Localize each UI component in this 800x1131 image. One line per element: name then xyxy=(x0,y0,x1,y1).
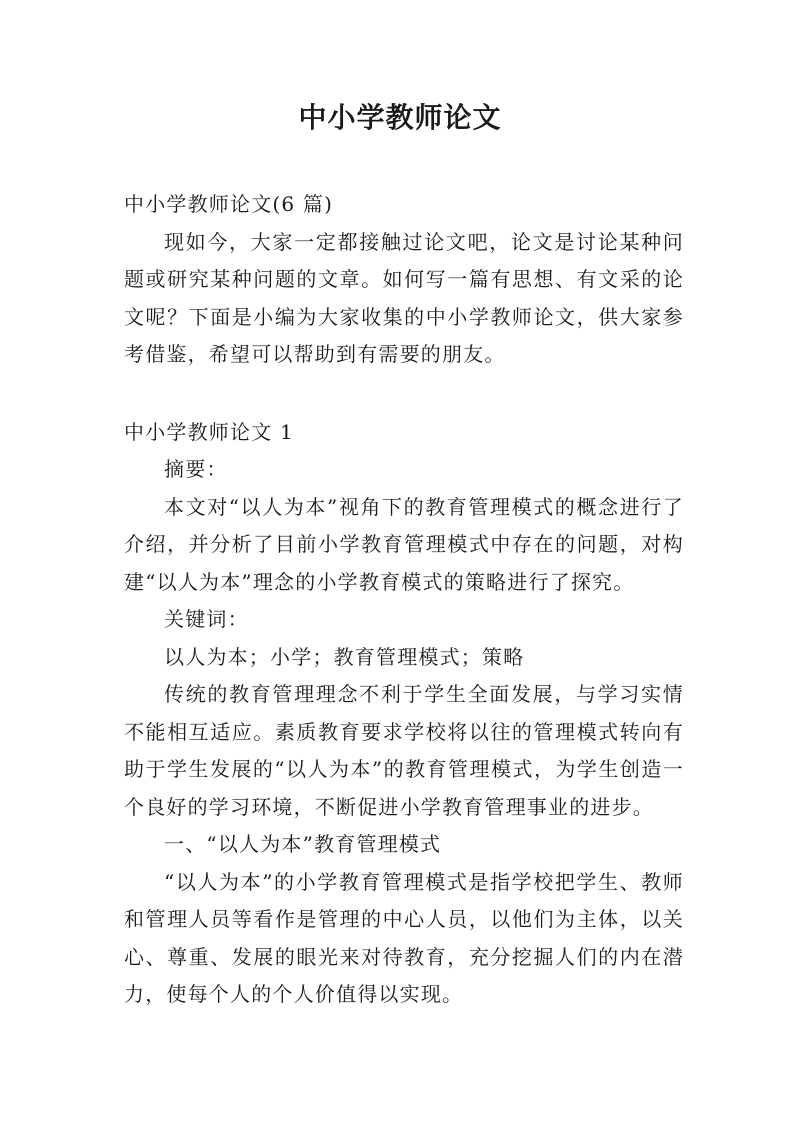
abstract-label: 摘要： xyxy=(164,457,228,481)
keywords-text: 以人为本；小学；教育管理模式；策略 xyxy=(164,644,525,669)
heading-1: 一、“以人为本”教育管理模式 xyxy=(164,832,442,856)
section-gap xyxy=(124,374,684,414)
document-title: 中小学教师论文 xyxy=(298,101,502,134)
document-subtitle: 中小学教师论文(6 篇) xyxy=(124,192,334,216)
keywords-label: 关键词： xyxy=(164,607,249,631)
body-paragraph-2: “以人为本”的小学教育管理模式是指学校把学生、教师和管理人员等看作是管理的中心人员，以他们为主体，以关心、尊重、发展的眼光来对待教育，充分挖掘人们的内在潜力，使每个人的个人价值得以实现。 xyxy=(124,869,684,1006)
section-title: 中小学教师论文 1 xyxy=(124,419,294,444)
body-paragraph-1: 传统的教育管理理念不利于学生全面发展，与学习实情不能相互适应。素质教育要求学校将以往的管理模式转向有助于学生发展的“以人为本”的教育管理模式，为学生创造一个良好的学习环境，不断促进小学教育管理事业的进步。 xyxy=(124,682,684,819)
intro-paragraph: 现如今，大家一定都接触过论文吧，论文是讨论某种问题或研究某种问题的文章。如何写一篇有思想、有文采的论文呢？下面是小编为大家收集的中小学教师论文，供大家参考借鉴，希望可以帮助到有需要的朋友。 xyxy=(124,229,684,366)
abstract-paragraph: 本文对“以人为本”视角下的教育管理模式的概念进行了介绍，并分析了目前小学教育管理模式中存在的问题，对构建“以人为本”理念的小学教育模式的策略进行了探究。 xyxy=(124,494,684,594)
document-body xyxy=(124,186,684,1014)
